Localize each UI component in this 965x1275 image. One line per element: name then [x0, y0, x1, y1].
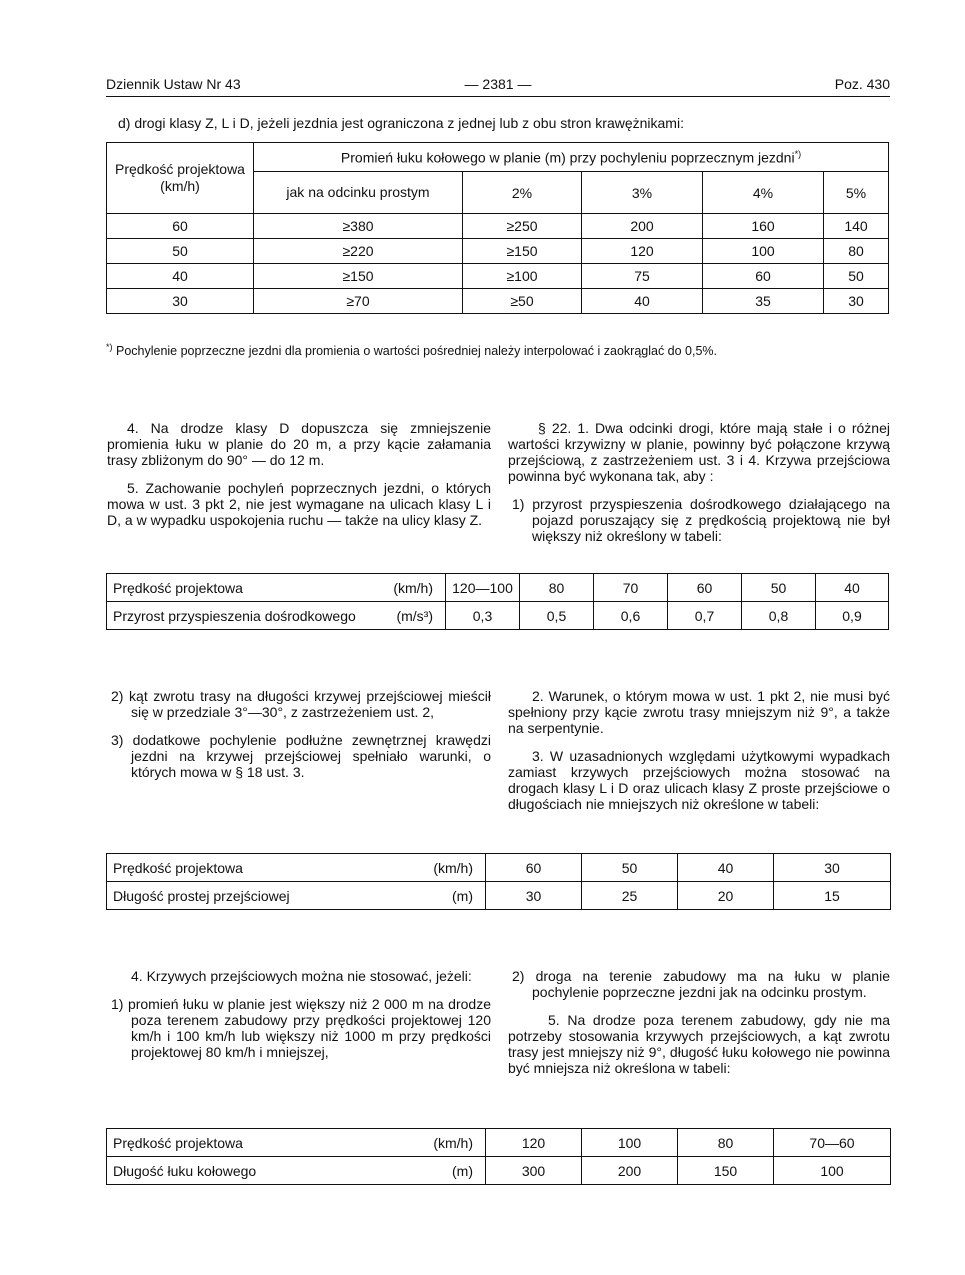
paragraph: 2. Warunek, o którym mowa w ust. 1 pkt 2, nie musi być spełniony przy kącie zwrotu trasy mniejszym niż 9°, a także na serpentynie.	[508, 688, 890, 736]
subheader-3pct: 3%	[582, 172, 703, 214]
right-column-3	[508, 968, 890, 1088]
table-row	[107, 239, 889, 264]
paragraph: 3. W uzasadnionych względami użytkowymi wypadkach zamiast krzywych przejściowych można stosować na drogach klasy L i D oraz ulicach klasy Z proste przejściowe o długościach nie mniejszych niż określone w tabeli:	[508, 748, 890, 812]
page-header	[106, 76, 890, 97]
subheader-straight: jak na odcinku prostym	[254, 172, 463, 214]
left-column-2	[107, 688, 491, 792]
cell: 30	[824, 289, 889, 314]
row-unit: (km/h)	[403, 854, 486, 882]
cell: 100	[582, 1129, 678, 1157]
subheader-2pct: 2%	[463, 172, 582, 214]
cell: 300	[486, 1157, 582, 1185]
cell: 40	[582, 289, 703, 314]
cell: 100	[703, 239, 824, 264]
row-label: Prędkość projektowa	[107, 854, 404, 882]
speed-header: Prędkość projektowa (km/h)	[107, 143, 254, 214]
cell: ≥150	[254, 264, 463, 289]
cell: 20	[678, 882, 774, 910]
paragraph: 4. Krzywych przejściowych można nie stosować, jeżeli:	[131, 968, 472, 984]
cell: 160	[703, 214, 824, 239]
row-label: Długość łuku kołowego	[107, 1157, 404, 1185]
cell: 0,3	[446, 602, 520, 630]
cell: 80	[520, 574, 594, 602]
right-column-2	[508, 688, 890, 824]
cell: 0,8	[742, 602, 816, 630]
list-item: 1) promień łuku w planie jest większy niż 2 000 m na drodze poza terenem zabudowy przy prędkości projektowej 120 km/h i 100 km/h lub większy niż 1000 m przy prędkości projektowej 80 km/h i mniejszej,	[111, 996, 491, 1060]
row-label: Długość prostej przejściowej	[107, 882, 404, 910]
cell: 30	[107, 289, 254, 314]
cell: 25	[582, 882, 678, 910]
table-row	[107, 214, 889, 239]
right-column-1	[508, 420, 890, 556]
cell: 30	[774, 854, 891, 882]
footnote	[106, 342, 717, 358]
footnote-mark: *)	[794, 148, 802, 159]
row-label: Prędkość projektowa	[107, 574, 384, 602]
cell: ≥50	[463, 289, 582, 314]
subheader-5pct: 5%	[824, 172, 889, 214]
transition-length-table	[106, 853, 891, 910]
cell: 150	[678, 1157, 774, 1185]
list-item: 1) przyrost przyspieszenia dośrodkowego działającego na pojazd poruszający się z prędkością projektową nie był większy niż określony w tabeli:	[512, 496, 890, 544]
row-unit: (km/h)	[383, 574, 446, 602]
cell: 50	[824, 264, 889, 289]
cell: 50	[107, 239, 254, 264]
journal-title: Dziennik Ustaw Nr 43	[106, 76, 241, 92]
cell: 60	[486, 854, 582, 882]
acceleration-table	[106, 573, 889, 630]
cell: 70	[594, 574, 668, 602]
cell: ≥100	[463, 264, 582, 289]
cell: 100	[774, 1157, 891, 1185]
paragraph: § 22. 1. Dwa odcinki drogi, które mają stałe i o różnej wartości krzywizny w planie, powinny być połączone krzywą przejściową, z zastrzeżeniem ust. 3 i 4. Krzywa przejściowa powinna być wykonana tak, aby :	[508, 420, 890, 484]
cell: 75	[582, 264, 703, 289]
arc-length-table	[106, 1128, 891, 1185]
cell: 60	[107, 214, 254, 239]
cell: 50	[742, 574, 816, 602]
cell: ≥70	[254, 289, 463, 314]
cell: 70—60	[774, 1129, 891, 1157]
radius-group-header-text: Promień łuku kołowego w planie (m) przy pochyleniu poprzecznym jezdni	[340, 149, 795, 166]
radius-table	[106, 142, 889, 314]
left-column-1	[107, 420, 491, 540]
cell: 200	[582, 1157, 678, 1185]
cell: 80	[678, 1129, 774, 1157]
cell: 30	[486, 882, 582, 910]
paragraph: 5. Na drodze poza terenem zabudowy, gdy nie ma potrzeby stosowania krzywych przejściowych, a kąt zwrotu trasy jest mniejszy niż 9°, długość łuku kołowego nie powinna być mniejsza niż określona w tabeli:	[508, 1012, 890, 1076]
row-label: Prędkość projektowa	[107, 1129, 404, 1157]
paragraph: 4. Na drodze klasy D dopuszcza się zmniejszenie promienia łuku w planie do 20 m, a przy kącie załamania trasy zbliżonym do 90° — do 12 m.	[107, 420, 491, 468]
radius-group-header	[254, 143, 889, 172]
cell: 60	[668, 574, 742, 602]
cell: 120	[582, 239, 703, 264]
cell: 40	[678, 854, 774, 882]
cell: ≥220	[254, 239, 463, 264]
cell: ≥150	[463, 239, 582, 264]
cell: 60	[703, 264, 824, 289]
subheader-4pct: 4%	[703, 172, 824, 214]
table-row	[107, 289, 889, 314]
cell: 120	[486, 1129, 582, 1157]
cell: 15	[774, 882, 891, 910]
position-number: Poz. 430	[834, 76, 890, 92]
row-label: Przyrost przyspieszenia dośrodkowego	[107, 602, 384, 630]
cell: 50	[582, 854, 678, 882]
list-item: 3) dodatkowe pochylenie podłużne zewnętrznej krawędzi jezdni na krzywej przejściowej spełniało warunki, o których mowa w § 18 ust. 3.	[111, 732, 491, 780]
cell: 120—100	[446, 574, 520, 602]
footnote-text: Pochylenie poprzeczne jezdni dla promienia o wartości pośredniej należy interpolować i zaokrąglać do 0,5%.	[115, 344, 718, 359]
cell: ≥380	[254, 214, 463, 239]
row-unit: (m)	[403, 882, 486, 910]
intro-text: d) drogi klasy Z, L i D, jeżeli jezdnia jest ograniczona z jednej lub z obu stron krawężnikami:	[118, 115, 684, 131]
cell: 40	[107, 264, 254, 289]
footnote-mark: *)	[106, 342, 113, 352]
list-item: 2) droga na terenie zabudowy ma na łuku w planie pochylenie poprzeczne jezdni jak na odcinku prostym.	[512, 968, 890, 1000]
row-unit: (m/s³)	[383, 602, 446, 630]
list-item: 2) kąt zwrotu trasy na długości krzywej przejściowej mieścił się w przedziale 3°—30°, z zastrzeżeniem ust. 2,	[111, 688, 491, 720]
cell: 0,6	[594, 602, 668, 630]
cell: 80	[824, 239, 889, 264]
row-unit: (km/h)	[403, 1129, 486, 1157]
cell: 140	[824, 214, 889, 239]
page-number: — 2381 —	[464, 76, 532, 92]
cell: 0,9	[816, 602, 889, 630]
paragraph: 5. Zachowanie pochyleń poprzecznych jezdni, o których mowa w ust. 3 pkt 2, nie jest wymagane na ulicach klasy L i D, a w wypadku uspokojenia ruchu — także na ulicy klasy Z.	[107, 480, 491, 528]
cell: 35	[703, 289, 824, 314]
cell: ≥250	[463, 214, 582, 239]
row-unit: (m)	[403, 1157, 486, 1185]
cell: 0,7	[668, 602, 742, 630]
cell: 40	[816, 574, 889, 602]
cell: 200	[582, 214, 703, 239]
cell: 0,5	[520, 602, 594, 630]
table-row	[107, 264, 889, 289]
left-column-3	[107, 968, 491, 1072]
